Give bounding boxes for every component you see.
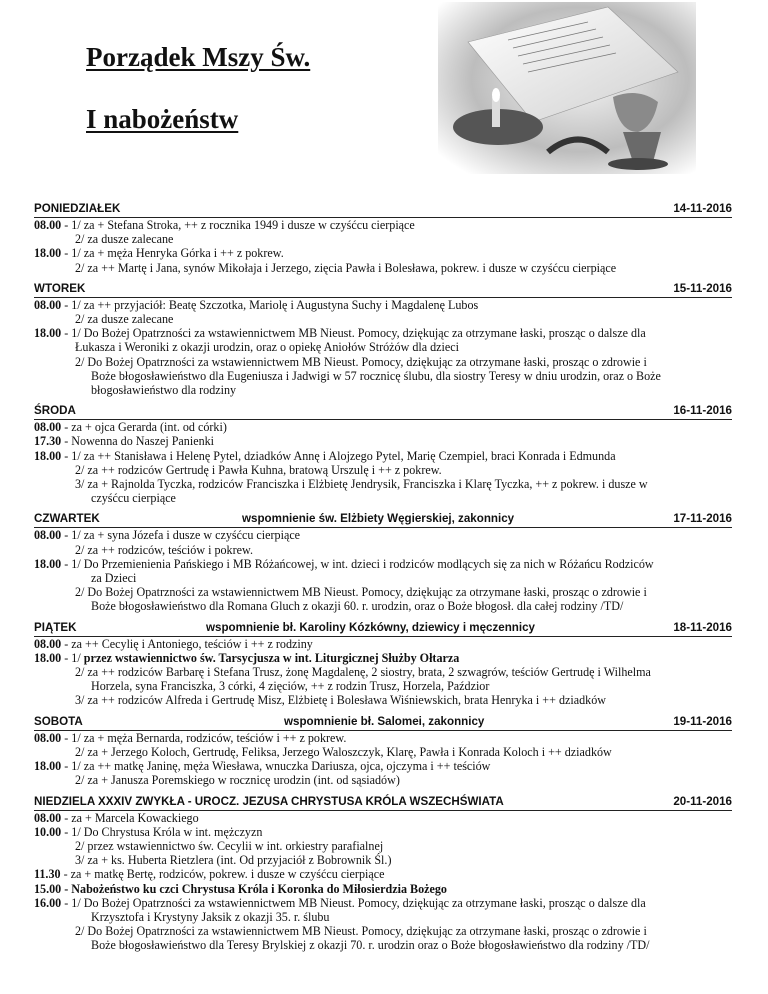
day-date: 17-11-2016 [673, 512, 732, 526]
feast-note: wspomnienie bł. Karoliny Kózkówny, dziewicy i męczennicy [206, 620, 536, 634]
day-date: 20-11-2016 [673, 794, 732, 808]
intention-line: 2/ za + Jerzego Koloch, Gertrudę, Feliksa, Jerzego Waloszczyk, Klarę, Pawła i Konrada Koloch i ++ dziadków [75, 744, 612, 759]
mass-entry [34, 420, 732, 434]
mass-intention: - 1/ Do Chrystusa Króla w int. mężczyzn [61, 824, 263, 839]
mass-entry [34, 731, 732, 745]
day-name: ŚRODA [34, 404, 76, 418]
mass-intention-bold: Nabożeństwo ku czci Chrystusa Króla i Koronka do Miłosierdzia Bożego [71, 881, 447, 896]
day-section [34, 282, 732, 397]
day-section [34, 715, 732, 788]
intention-line: czyśćcu cierpiące [91, 491, 176, 506]
mass-time: 08.00 [34, 218, 62, 232]
intention-line: 2/ za ++ Martę i Jana, synów Mikołaja i Jerzego, zięcia Pawła i Bolesława, pokrew. i dusze w czyśćcu cierpiące [75, 260, 617, 275]
day-date: 14-11-2016 [673, 202, 732, 215]
mass-intention: - za + ojca Gerarda (int. od córki) [61, 420, 227, 435]
feast-note: wspomnienie św. Elżbiety Węgierskiej, zakonnicy [242, 512, 515, 526]
day-section [34, 202, 732, 275]
mass-time: 18.00 [34, 650, 62, 665]
mass-entry [34, 449, 732, 463]
mass-intention: - 1/ Do Bożej Opatrzności za wstawiennictwem MB Nieust. Pomocy, dziękując za otrzymane łaski, prosząc o dalsze dla [61, 895, 646, 910]
mass-intention: - 1/ za ++ przyjaciół: Beatę Szczotka, Mariolę i Augustyna Suchy i Magdalenę Lubos [61, 297, 479, 312]
intention-line: 2/ Do Bożej Opatrzności za wstawiennictwem MB Nieust. Pomocy, dziękując za otrzymane łaski, prosząc o zdrowie i [75, 924, 647, 939]
mass-time: 18.00 [34, 556, 62, 571]
intention-line: 2/ Do Bożej Opatrzności za wstawiennictwem MB Nieust. Pomocy, dziękując za otrzymane łaski, prosząc o zdrowie i [75, 354, 647, 369]
mass-intention: - za + Marcela Kowackiego [61, 810, 199, 825]
mass-intention: - za ++ Cecylię i Antoniego, teściów i ++ z rodziny [61, 636, 313, 651]
mass-time: 08.00 [34, 528, 62, 543]
day-header [34, 202, 732, 218]
day-date: 18-11-2016 [673, 620, 732, 634]
day-name: PIĄTEK [34, 620, 77, 634]
mass-entry [34, 326, 732, 340]
mass-intention: - 1/ za + syna Józefa i dusze w czyśćcu cierpiące [61, 528, 301, 543]
day-name: NIEDZIELA XXXIV ZWYKŁA - UROCZ. JEZUSA CHRYSTUSA KRÓLA WSZECHŚWIATA [34, 794, 504, 808]
mass-time: 11.30 [34, 867, 61, 882]
day-name: CZWARTEK [34, 512, 100, 526]
mass-intention: - za + matkę Bertę, rodziców, pokrew. i dusze w czyśćcu cierpiące [60, 867, 385, 882]
mass-entry [34, 651, 732, 665]
decorative-photo [438, 2, 696, 174]
day-header [34, 282, 732, 298]
mass-time: 10.00 [34, 824, 62, 839]
day-header [34, 512, 732, 528]
mass-entry [34, 637, 732, 651]
mass-time: 08.00 [34, 810, 62, 825]
mass-intention: - Nowenna do Naszej Panienki [61, 434, 215, 449]
day-header [34, 795, 732, 811]
intention-line: 2/ Do Bożej Opatrzności za wstawiennictwem MB Nieust. Pomocy, dziękując za otrzymane łaski, prosząc o zdrowie i [75, 585, 647, 600]
day-section [34, 795, 732, 953]
mass-entry [34, 434, 732, 448]
day-section [34, 621, 732, 708]
intention-line: 3/ za + Rajnolda Tyczka, rodziców Franciszka i Elżbietę Jendrysik, Franciszka i Klarę Tyczka, ++ z pokrew. i dusze w [75, 477, 648, 492]
intention-line: Krzysztofa i Krystyny Jaksik z okazji 35. r. ślubu [91, 909, 330, 924]
intention-line: 2/ za ++ rodziców Gertrudę i Pawła Kuhna, bratową Urszulę i ++ z pokrew. [75, 462, 442, 477]
mass-time: 18.00 [34, 759, 62, 774]
mass-intention: - 1/ za + Stefana Stroka, ++ z rocznika 1949 i dusze w czyśćcu cierpiące [61, 218, 415, 232]
mass-intention: - [61, 881, 72, 896]
mass-entry [34, 811, 732, 825]
page-title: Porządek Mszy Św. [86, 42, 311, 72]
mass-entry [34, 218, 732, 232]
page-subtitle: I nabożeństw [86, 104, 239, 134]
mass-time: 08.00 [34, 730, 62, 745]
mass-entry [34, 246, 732, 260]
mass-intention: - 1/ Do Bożej Opatrzności za wstawiennictwem MB Nieust. Pomocy, dziękując za otrzymane łaski, prosząc o dalsze dla [61, 326, 646, 341]
mass-time: 17.30 [34, 434, 62, 449]
mass-schedule [34, 202, 732, 960]
mass-time: 15.00 [34, 881, 62, 896]
mass-time: 18.00 [34, 448, 62, 463]
mass-entry [34, 298, 732, 312]
day-section [34, 512, 732, 613]
mass-time: 16.00 [34, 895, 62, 910]
mass-entry [34, 867, 732, 881]
intention-line: 2/ za ++ rodziców, teściów i pokrew. [75, 542, 253, 557]
mass-entry [34, 557, 732, 571]
mass-time: 08.00 [34, 297, 62, 312]
intention-line: Horzela, syna Franciszka, 3 córki, 4 zięciów, ++ z rodzin Trusz, Horzela, Paździor [91, 679, 490, 694]
mass-intention: - 1/ Do Przemienienia Pańskiego i MB Różańcowej, w int. dzieci i rodziców modlących się za nich w Różańcu Rodziców [61, 556, 654, 571]
mass-entry [34, 825, 732, 839]
day-header [34, 404, 732, 420]
intention-line: Boże błogosławieństwo dla Eugeniusza i Jadwigi w 57 rocznicę ślubu, dla siostry Teresy w dniu urodzin, oraz o Boże [91, 368, 661, 383]
mass-time: 08.00 [34, 636, 62, 651]
mass-time: 18.00 [34, 246, 62, 261]
mass-intention: - 1/ za + męża Henryka Górka i ++ z pokrew. [61, 246, 284, 261]
intention-line: 2/ za ++ rodziców Barbarę i Stefana Trusz, żonę Magdalenę, 2 siostry, brata, 2 szwagrów, teściów Gertrudę i Wilhelma [75, 665, 651, 680]
day-name: PONIEDZIAŁEK [34, 202, 121, 215]
intention-line: błogosławieństwo dla rodziny [91, 383, 237, 398]
feast-note: wspomnienie bł. Salomei, zakonnicy [284, 714, 485, 728]
mass-time: 18.00 [34, 326, 62, 341]
mass-intention-bold: przez wstawiennictwo św. Tarsycjusza w int. Liturgicznej Służby Ołtarza [83, 650, 460, 665]
day-date: 19-11-2016 [673, 714, 732, 728]
mass-entry [34, 759, 732, 773]
mass-entry [34, 528, 732, 542]
mass-entry [34, 882, 732, 896]
day-date: 16-11-2016 [673, 404, 732, 418]
day-name: SOBOTA [34, 714, 83, 728]
day-date: 15-11-2016 [673, 281, 732, 295]
mass-intention: - 1/ za + męża Bernarda, rodziców, teściów i ++ z pokrew. [61, 730, 347, 745]
day-section [34, 404, 732, 505]
mass-intention: - 1/ za ++ Stanisława i Helenę Pytel, dziadków Annę i Alojzego Pytel, Marię Czempiel, braci Konrada i Edmunda [61, 448, 616, 463]
mass-intention: - 1/ [61, 650, 84, 665]
intention-line: 2/ za + Janusza Poremskiego w rocznicę urodzin (int. od sąsiadów) [75, 773, 400, 788]
intention-line: 3/ za ++ rodziców Alfreda i Gertrudę Misz, Elżbietę i Bolesława Wiśniewskich, brata Henryka i ++ dziadków [75, 693, 606, 708]
mass-intention: - 1/ za ++ matkę Janinę, męża Wiesława, wnuczka Dariusza, ojca, ojczyma i ++ teściów [61, 759, 491, 774]
intention-line: 3/ za + ks. Huberta Rietzlera (int. Od przyjaciół z Bobrownik Śl.) [75, 853, 392, 868]
day-header [34, 715, 732, 731]
intention-line: 2/ przez wstawiennictwo św. Cecylii w int. orkiestry parafialnej [75, 838, 384, 853]
day-name: WTOREK [34, 281, 86, 295]
intention-line: za Dzieci [91, 571, 137, 586]
intention-line: Boże błogosławieństwo dla Teresy Brylskiej z okazji 70. r. urodzin oraz o Boże błogosławieństwo dla rodziny /TD/ [91, 938, 650, 953]
mass-time: 08.00 [34, 420, 62, 435]
intention-line: 2/ za dusze zalecane [75, 232, 174, 247]
day-header [34, 621, 732, 637]
intention-line: Łukasza i Weroniki z okazji urodzin, oraz o opiekę Aniołów Stróżów dla dzieci [75, 340, 460, 355]
intention-line: Boże błogosławieństwo dla Romana Gluch z okazji 60. r. urodzin, oraz o Boże błogosł. dla całej rodziny /TD/ [91, 599, 624, 614]
intention-line: 2/ za dusze zalecane [75, 312, 174, 327]
mass-entry [34, 896, 732, 910]
